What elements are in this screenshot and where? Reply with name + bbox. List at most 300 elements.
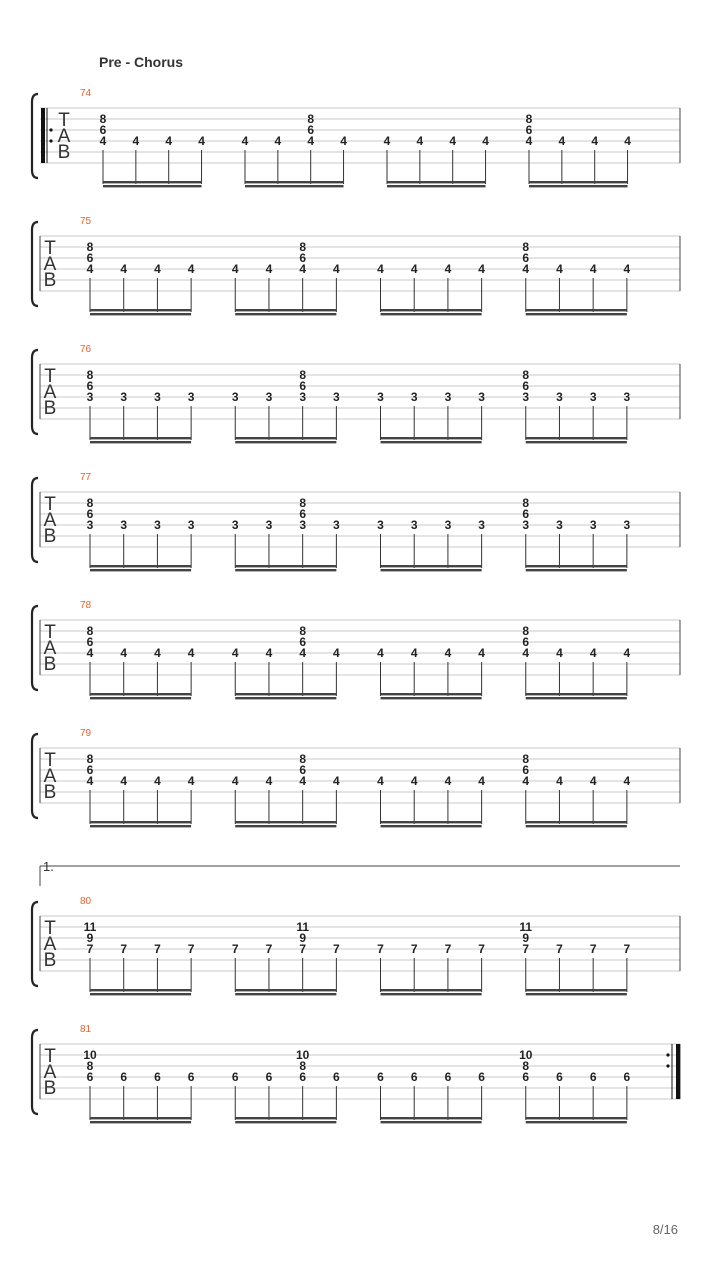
beam	[235, 1121, 336, 1123]
beam	[90, 821, 191, 823]
fret-number: 4	[132, 134, 140, 148]
fret-number: 4	[187, 774, 195, 788]
fret-number: 3	[410, 518, 418, 532]
chord-fret-number: 8	[299, 752, 307, 766]
fret-number: 4	[410, 774, 418, 788]
fret-number: 3	[444, 390, 452, 404]
fret-number: 7	[623, 942, 631, 956]
beam	[381, 697, 482, 699]
chord-fret-number: 8	[86, 624, 94, 638]
tab-staff	[0, 344, 720, 448]
tab-clef-letter: B	[43, 782, 57, 803]
tab-clef-letter: B	[43, 654, 57, 675]
beam	[526, 441, 627, 443]
fret-number: 7	[377, 942, 384, 956]
beam	[90, 693, 191, 695]
fret-number: 3	[444, 518, 452, 532]
measure-number: 75	[80, 216, 92, 227]
repeat-end-thick-bar	[676, 1044, 680, 1099]
fret-number: 3	[265, 518, 273, 532]
fret-number: 3	[120, 390, 128, 404]
beam	[526, 437, 627, 439]
system-bracket	[32, 94, 38, 178]
tab-system	[0, 600, 720, 704]
fret-number: 4	[154, 646, 161, 660]
fret-number: 4	[623, 262, 631, 276]
beam	[526, 989, 627, 991]
chord-fret-number: 6	[307, 123, 315, 137]
chord-fret-number: 10	[295, 1048, 310, 1062]
fret-number: 7	[154, 942, 161, 956]
chord-fret-number: 6	[522, 379, 530, 393]
beam	[90, 697, 191, 699]
fret-number: 7	[556, 942, 563, 956]
tab-clef-letter: A	[43, 934, 57, 955]
chord-fret-number: 8	[525, 112, 533, 126]
tab-staff	[0, 472, 720, 576]
system-bracket	[32, 478, 38, 562]
fret-number: 6	[120, 1070, 128, 1084]
fret-number: 7	[522, 942, 530, 956]
beam	[90, 1121, 191, 1123]
fret-number: 4	[525, 134, 533, 148]
fret-number: 4	[478, 646, 485, 660]
tab-clef-letter: A	[43, 254, 57, 275]
measure-number: 81	[80, 1024, 92, 1035]
measure-number: 78	[80, 600, 92, 611]
fret-number: 6	[522, 1070, 530, 1084]
beam	[90, 309, 191, 311]
beam	[90, 313, 191, 315]
chord-fret-number: 8	[86, 368, 94, 382]
fret-number: 4	[340, 134, 347, 148]
beam	[526, 697, 627, 699]
chord-fret-number: 6	[86, 635, 94, 649]
beam	[381, 441, 482, 443]
beam	[235, 441, 336, 443]
fret-number: 3	[556, 518, 563, 532]
fret-number: 4	[377, 646, 384, 660]
fret-number: 4	[478, 262, 485, 276]
fret-number: 6	[410, 1070, 418, 1084]
tab-clef-letter: A	[43, 1062, 57, 1083]
tab-clef-letter: B	[43, 1078, 57, 1099]
fret-number: 6	[478, 1070, 485, 1084]
tab-clef-letter: A	[43, 638, 57, 659]
fret-number: 4	[99, 134, 107, 148]
fret-number: 4	[187, 646, 195, 660]
beam	[235, 821, 336, 823]
system-bracket	[32, 1030, 38, 1114]
beam	[235, 309, 336, 311]
fret-number: 3	[377, 390, 384, 404]
fret-number: 6	[154, 1070, 161, 1084]
chord-fret-number: 6	[525, 123, 533, 137]
fret-number: 4	[333, 646, 340, 660]
chord-fret-number: 6	[522, 507, 530, 521]
tab-clef-letter: T	[44, 622, 56, 643]
beam	[381, 1117, 482, 1119]
tab-clef-letter: T	[44, 238, 56, 259]
beam	[235, 1117, 336, 1119]
fret-number: 7	[120, 942, 128, 956]
fret-number: 4	[265, 774, 273, 788]
chord-fret-number: 8	[86, 752, 94, 766]
repeat-dot	[666, 1053, 669, 1056]
chord-fret-number: 9	[299, 931, 307, 945]
fret-number: 4	[589, 262, 597, 276]
fret-number: 3	[333, 390, 340, 404]
beam	[90, 825, 191, 827]
measure-number: 79	[80, 728, 92, 739]
beam	[526, 825, 627, 827]
beam	[381, 1121, 482, 1123]
beam	[90, 989, 191, 991]
beam	[235, 313, 336, 315]
system-bracket	[32, 350, 38, 434]
fret-number: 3	[86, 518, 94, 532]
beam	[90, 437, 191, 439]
beam	[526, 821, 627, 823]
tab-system	[0, 896, 720, 1000]
fret-number: 4	[623, 774, 631, 788]
beam	[235, 825, 336, 827]
beam	[526, 313, 627, 315]
tab-clef-letter: T	[44, 366, 56, 387]
tab-staff	[0, 216, 720, 320]
fret-number: 4	[416, 134, 424, 148]
tab-system	[0, 728, 720, 832]
fret-number: 3	[589, 390, 597, 404]
fret-number: 4	[522, 774, 530, 788]
fret-number: 7	[187, 942, 195, 956]
fret-number: 4	[187, 262, 195, 276]
measure-number: 74	[80, 88, 92, 99]
tab-clef-letter: A	[43, 766, 57, 787]
chord-fret-number: 6	[86, 507, 94, 521]
tab-clef-letter: T	[44, 1046, 56, 1067]
beam	[381, 821, 482, 823]
fret-number: 6	[589, 1070, 597, 1084]
fret-number: 6	[86, 1070, 94, 1084]
repeat-dot	[666, 1064, 669, 1067]
fret-number: 4	[410, 646, 418, 660]
fret-number: 4	[449, 134, 457, 148]
fret-number: 4	[299, 646, 307, 660]
repeat-start-thick-bar	[41, 108, 45, 163]
chord-fret-number: 8	[99, 112, 107, 126]
chord-fret-number: 8	[299, 1059, 307, 1073]
fret-number: 6	[444, 1070, 452, 1084]
chord-fret-number: 6	[86, 251, 94, 265]
beam	[526, 569, 627, 571]
chord-fret-number: 8	[86, 496, 94, 510]
fret-number: 4	[589, 646, 597, 660]
section-title: Pre - Chorus	[99, 54, 184, 70]
fret-number: 7	[478, 942, 485, 956]
fret-number: 4	[444, 646, 452, 660]
chord-fret-number: 9	[522, 931, 530, 945]
beam	[387, 181, 486, 183]
fret-number: 4	[299, 774, 307, 788]
fret-number: 4	[556, 262, 563, 276]
fret-number: 3	[231, 518, 239, 532]
beam	[235, 569, 336, 571]
fret-number: 6	[556, 1070, 563, 1084]
fret-number: 6	[231, 1070, 239, 1084]
fret-number: 3	[333, 518, 340, 532]
fret-number: 3	[265, 390, 273, 404]
fret-number: 4	[165, 134, 173, 148]
fret-number: 7	[410, 942, 418, 956]
beam	[526, 1121, 627, 1123]
fret-number: 3	[623, 390, 631, 404]
fret-number: 4	[231, 646, 239, 660]
beam	[245, 181, 344, 183]
chord-fret-number: 8	[307, 112, 315, 126]
fret-number: 3	[623, 518, 631, 532]
beam	[526, 993, 627, 995]
measure-number: 76	[80, 344, 92, 355]
beam	[529, 185, 628, 187]
chord-fret-number: 6	[299, 507, 307, 521]
fret-number: 3	[187, 390, 195, 404]
fret-number: 3	[556, 390, 563, 404]
fret-number: 4	[154, 262, 161, 276]
chord-fret-number: 6	[99, 123, 107, 137]
fret-number: 3	[377, 518, 384, 532]
beam	[235, 993, 336, 995]
beam	[103, 185, 202, 187]
fret-number: 3	[120, 518, 128, 532]
fret-number: 4	[274, 134, 282, 148]
tab-system	[0, 216, 720, 320]
tab-staff	[0, 88, 720, 192]
volta-label: 1.	[43, 859, 54, 874]
fret-number: 4	[265, 646, 273, 660]
fret-number: 7	[86, 942, 94, 956]
fret-number: 7	[299, 942, 307, 956]
tab-staff	[0, 896, 720, 1000]
tab-clef-letter: A	[43, 382, 57, 403]
beam	[381, 693, 482, 695]
beam	[381, 569, 482, 571]
fret-number: 3	[154, 390, 161, 404]
beam	[381, 993, 482, 995]
tab-clef-letter: A	[57, 126, 71, 147]
tab-clef-letter: B	[43, 950, 57, 971]
fret-number: 4	[522, 646, 530, 660]
fret-number: 4	[333, 262, 340, 276]
tab-system	[0, 472, 720, 576]
fret-number: 7	[333, 942, 340, 956]
chord-fret-number: 6	[522, 763, 530, 777]
measure-number: 77	[80, 472, 92, 483]
system-bracket	[32, 902, 38, 986]
beam	[245, 185, 344, 187]
fret-number: 4	[120, 262, 128, 276]
chord-fret-number: 6	[86, 763, 94, 777]
beam	[529, 181, 628, 183]
fret-number: 4	[231, 262, 239, 276]
beam	[526, 565, 627, 567]
chord-fret-number: 8	[299, 368, 307, 382]
volta-bracket	[0, 856, 720, 896]
fret-number: 4	[623, 646, 631, 660]
chord-fret-number: 8	[299, 240, 307, 254]
fret-number: 4	[307, 134, 315, 148]
fret-number: 3	[86, 390, 94, 404]
fret-number: 4	[383, 134, 391, 148]
fret-number: 4	[444, 262, 452, 276]
tab-clef-letter: T	[44, 918, 56, 939]
beam	[526, 693, 627, 695]
tab-clef-letter: B	[43, 270, 57, 291]
fret-number: 7	[444, 942, 452, 956]
fret-number: 3	[522, 390, 530, 404]
tab-clef-letter: B	[43, 526, 57, 547]
chord-fret-number: 6	[299, 379, 307, 393]
beam	[381, 309, 482, 311]
tab-staff	[0, 728, 720, 832]
fret-number: 3	[478, 518, 485, 532]
fret-number: 4	[478, 774, 485, 788]
fret-number: 4	[120, 646, 128, 660]
chord-fret-number: 8	[522, 624, 530, 638]
fret-number: 4	[86, 262, 94, 276]
fret-number: 6	[623, 1070, 631, 1084]
repeat-dot	[49, 139, 52, 142]
fret-number: 3	[299, 518, 307, 532]
fret-number: 3	[589, 518, 597, 532]
beam	[381, 437, 482, 439]
fret-number: 4	[377, 262, 384, 276]
chord-fret-number: 8	[299, 624, 307, 638]
tab-clef-letter: T	[58, 110, 70, 131]
system-bracket	[32, 606, 38, 690]
beam	[235, 437, 336, 439]
beam	[235, 697, 336, 699]
fret-number: 4	[444, 774, 452, 788]
chord-fret-number: 8	[522, 1059, 530, 1073]
fret-number: 4	[556, 646, 563, 660]
repeat-dot	[49, 128, 52, 131]
beam	[90, 565, 191, 567]
chord-fret-number: 6	[299, 763, 307, 777]
beam	[526, 309, 627, 311]
fret-number: 4	[154, 774, 161, 788]
chord-fret-number: 6	[522, 251, 530, 265]
chord-fret-number: 6	[86, 379, 94, 393]
fret-number: 6	[265, 1070, 273, 1084]
chord-fret-number: 6	[522, 635, 530, 649]
chord-fret-number: 8	[86, 240, 94, 254]
chord-fret-number: 10	[83, 1048, 97, 1062]
chord-fret-number: 8	[522, 240, 530, 254]
volta-svg	[0, 856, 720, 896]
fret-number: 7	[265, 942, 273, 956]
beam	[235, 565, 336, 567]
beam	[381, 825, 482, 827]
tab-staff	[0, 1024, 720, 1128]
chord-fret-number: 8	[299, 496, 307, 510]
chord-fret-number: 10	[519, 1048, 533, 1062]
fret-number: 4	[241, 134, 249, 148]
beam	[235, 693, 336, 695]
chord-fret-number: 8	[522, 752, 530, 766]
beam	[90, 1117, 191, 1119]
tab-clef-letter: A	[43, 510, 57, 531]
fret-number: 3	[231, 390, 239, 404]
tab-staff	[0, 600, 720, 704]
chord-fret-number: 6	[299, 251, 307, 265]
fret-number: 7	[231, 942, 239, 956]
beam	[103, 181, 202, 183]
fret-number: 4	[86, 646, 94, 660]
tab-clef-letter: B	[57, 142, 71, 163]
fret-number: 3	[478, 390, 485, 404]
fret-number: 7	[589, 942, 597, 956]
beam	[387, 185, 486, 187]
fret-number: 4	[558, 134, 566, 148]
fret-number: 4	[556, 774, 563, 788]
beam	[381, 989, 482, 991]
beam	[90, 441, 191, 443]
chord-fret-number: 11	[296, 920, 310, 934]
fret-number: 4	[265, 262, 273, 276]
chord-fret-number: 8	[86, 1059, 94, 1073]
fret-number: 6	[299, 1070, 307, 1084]
chord-fret-number: 9	[86, 931, 94, 945]
fret-number: 4	[333, 774, 340, 788]
fret-number: 4	[299, 262, 307, 276]
fret-number: 4	[410, 262, 418, 276]
beam	[90, 569, 191, 571]
measure-number: 80	[80, 896, 92, 907]
fret-number: 6	[377, 1070, 384, 1084]
fret-number: 3	[410, 390, 418, 404]
fret-number: 3	[299, 390, 307, 404]
tab-clef-letter: B	[43, 398, 57, 419]
tab-clef-letter: T	[44, 750, 56, 771]
page-number: 8/16	[652, 1222, 678, 1237]
fret-number: 4	[198, 134, 205, 148]
beam	[235, 989, 336, 991]
fret-number: 6	[333, 1070, 340, 1084]
fret-number: 4	[589, 774, 597, 788]
fret-number: 3	[154, 518, 161, 532]
tab-system	[0, 88, 720, 192]
system-bracket	[32, 222, 38, 306]
system-bracket	[32, 734, 38, 818]
fret-number: 4	[522, 262, 530, 276]
tab-system	[0, 1024, 720, 1128]
beam	[381, 313, 482, 315]
fret-number: 4	[624, 134, 631, 148]
chord-fret-number: 11	[83, 920, 97, 934]
fret-number: 4	[591, 134, 599, 148]
tab-system	[0, 344, 720, 448]
fret-number: 3	[522, 518, 530, 532]
chord-fret-number: 8	[522, 368, 530, 382]
chord-fret-number: 11	[519, 920, 533, 934]
beam	[90, 993, 191, 995]
beam	[526, 1117, 627, 1119]
fret-number: 6	[187, 1070, 195, 1084]
fret-number: 4	[377, 774, 384, 788]
chord-fret-number: 8	[522, 496, 530, 510]
fret-number: 4	[120, 774, 128, 788]
